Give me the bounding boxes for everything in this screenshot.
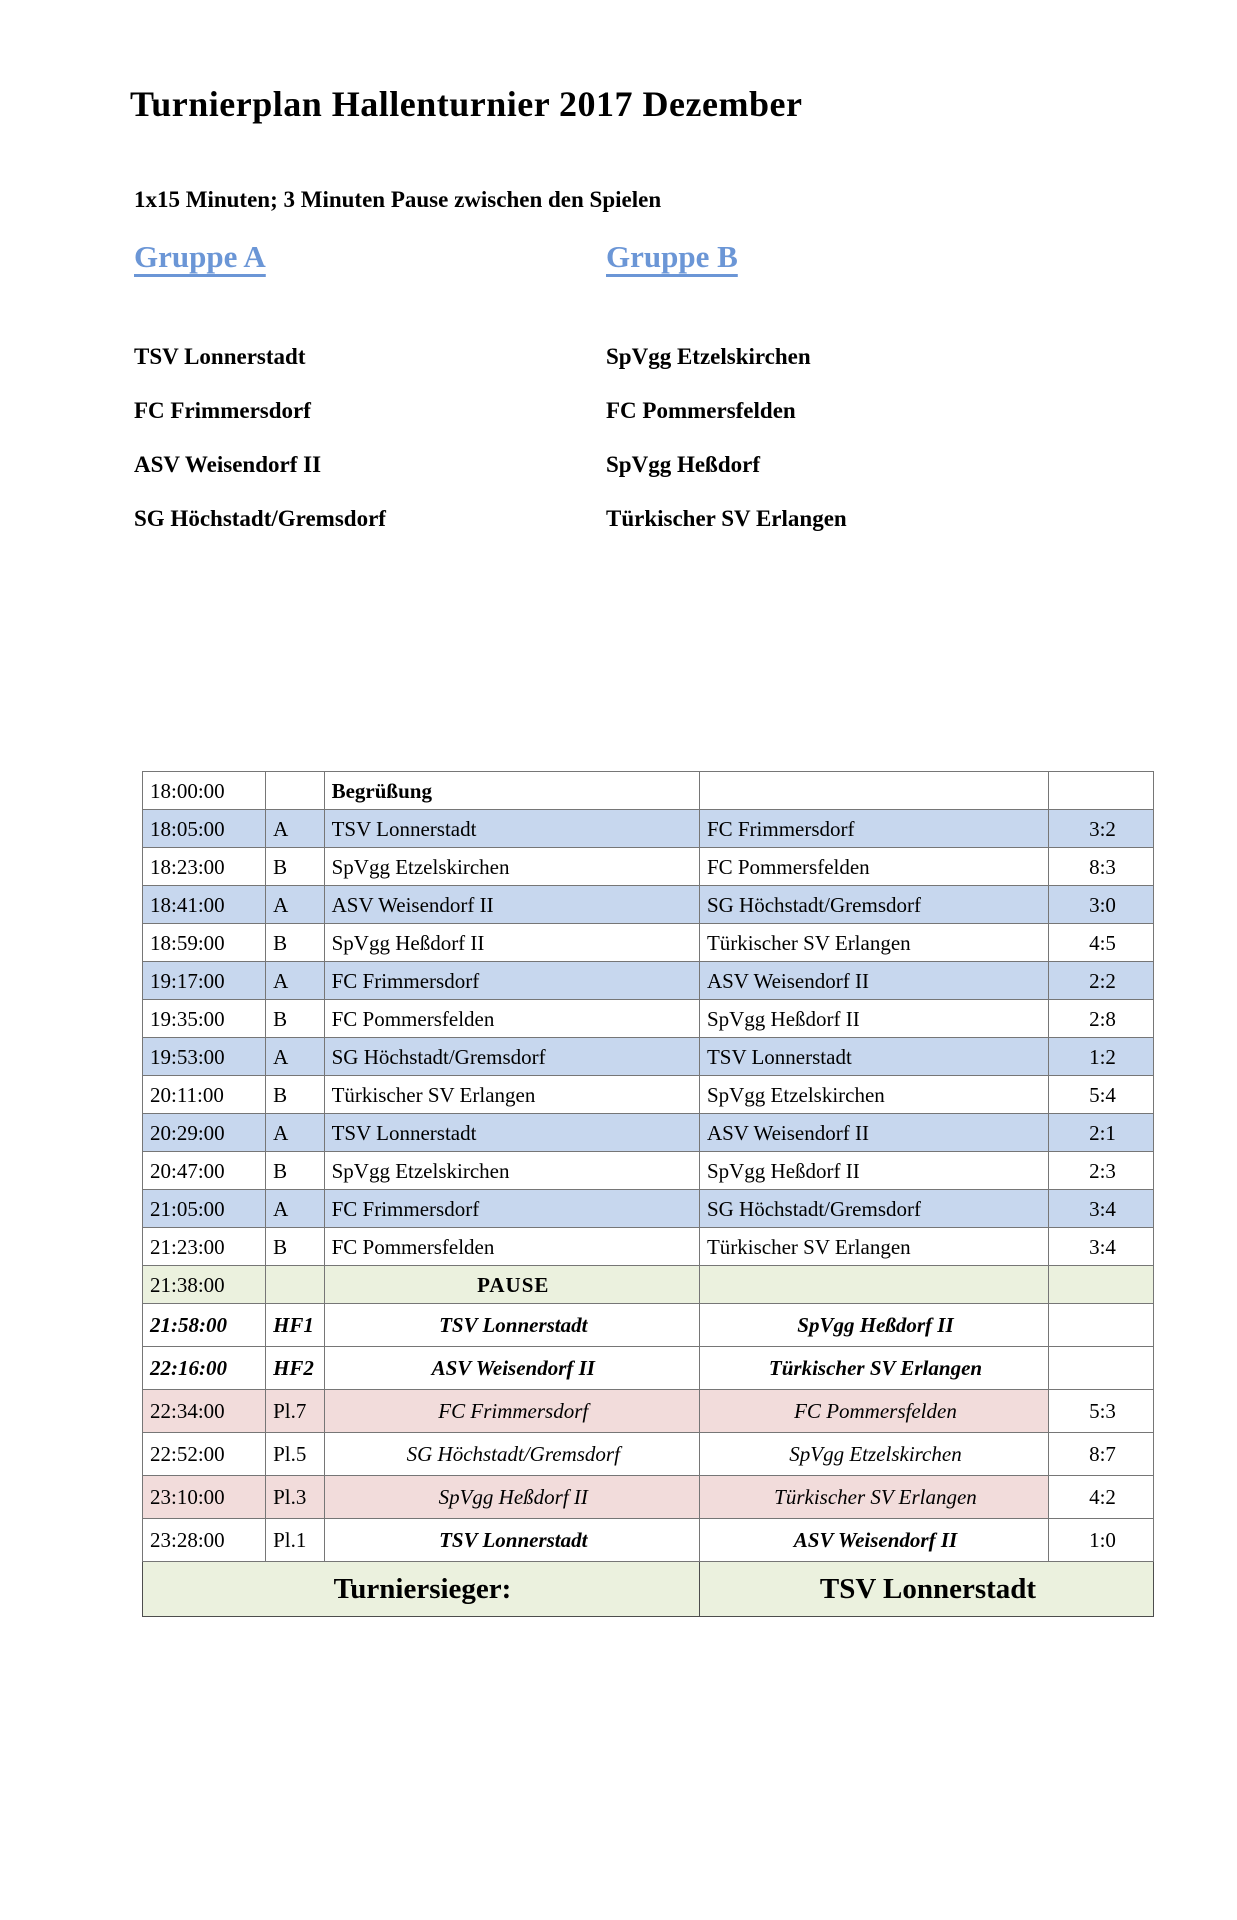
schedule-row bbox=[143, 1390, 1154, 1433]
match-away-cell: Türkischer SV Erlangen bbox=[699, 1476, 1048, 1519]
team-list-item: FC Pommersfelden bbox=[606, 398, 796, 423]
match-home-cell: SpVgg Heßdorf II bbox=[324, 924, 699, 962]
match-score-cell bbox=[1049, 772, 1154, 810]
match-score-cell: 2:3 bbox=[1049, 1152, 1154, 1190]
team-list-item: ASV Weisendorf II bbox=[134, 452, 322, 477]
match-time-cell: 18:23:00 bbox=[143, 848, 266, 886]
match-time-cell: 21:23:00 bbox=[143, 1228, 266, 1266]
match-score-cell bbox=[1049, 1304, 1154, 1347]
match-home-cell: PAUSE bbox=[324, 1266, 699, 1304]
schedule-row bbox=[143, 1304, 1154, 1347]
schedule-row bbox=[143, 1000, 1154, 1038]
match-score-cell: 8:7 bbox=[1049, 1433, 1154, 1476]
match-score-cell: 3:4 bbox=[1049, 1228, 1154, 1266]
match-time-cell: 19:35:00 bbox=[143, 1000, 266, 1038]
match-group-cell: B bbox=[266, 1076, 325, 1114]
match-group-cell: B bbox=[266, 924, 325, 962]
match-score-cell bbox=[1049, 1266, 1154, 1304]
schedule-row bbox=[143, 1347, 1154, 1390]
group-a-team-list bbox=[134, 345, 606, 530]
match-away-cell bbox=[699, 1266, 1048, 1304]
winner-label-cell: Turniersieger: bbox=[143, 1562, 700, 1617]
match-score-cell: 4:5 bbox=[1049, 924, 1154, 962]
match-away-cell: Türkischer SV Erlangen bbox=[699, 1228, 1048, 1266]
schedule-row bbox=[143, 772, 1154, 810]
schedule-row bbox=[143, 810, 1154, 848]
match-time-cell: 19:53:00 bbox=[143, 1038, 266, 1076]
match-group-cell: A bbox=[266, 962, 325, 1000]
match-home-cell: FC Frimmersdorf bbox=[324, 962, 699, 1000]
match-away-cell: TSV Lonnerstadt bbox=[699, 1038, 1048, 1076]
team-list-item: FC Frimmersdorf bbox=[134, 398, 311, 423]
match-group-cell: A bbox=[266, 810, 325, 848]
schedule-row bbox=[143, 886, 1154, 924]
match-group-cell: A bbox=[266, 1190, 325, 1228]
match-score-cell: 2:2 bbox=[1049, 962, 1154, 1000]
match-home-cell: FC Frimmersdorf bbox=[324, 1190, 699, 1228]
match-away-cell: FC Pommersfelden bbox=[699, 1390, 1048, 1433]
team-list-item: TSV Lonnerstadt bbox=[134, 344, 306, 369]
match-time-cell: 21:38:00 bbox=[143, 1266, 266, 1304]
match-time-cell: 21:05:00 bbox=[143, 1190, 266, 1228]
match-home-cell: FC Pommersfelden bbox=[324, 1228, 699, 1266]
winner-team-cell: TSV Lonnerstadt bbox=[699, 1562, 1153, 1617]
match-home-cell: TSV Lonnerstadt bbox=[324, 1519, 699, 1562]
group-a-column bbox=[134, 239, 606, 561]
schedule-row bbox=[143, 1476, 1154, 1519]
group-b-column bbox=[606, 239, 1078, 561]
match-score-cell: 8:3 bbox=[1049, 848, 1154, 886]
match-score-cell: 5:3 bbox=[1049, 1390, 1154, 1433]
match-home-cell: TSV Lonnerstadt bbox=[324, 1304, 699, 1347]
match-group-cell: Pl.1 bbox=[266, 1519, 325, 1562]
schedule-row bbox=[143, 1228, 1154, 1266]
team-list-item: SpVgg Heßdorf bbox=[606, 452, 760, 477]
match-score-cell: 2:8 bbox=[1049, 1000, 1154, 1038]
match-time-cell: 23:10:00 bbox=[143, 1476, 266, 1519]
team-list-item: Türkischer SV Erlangen bbox=[606, 506, 847, 531]
match-home-cell: ASV Weisendorf II bbox=[324, 1347, 699, 1390]
match-home-cell: TSV Lonnerstadt bbox=[324, 810, 699, 848]
match-away-cell: Türkischer SV Erlangen bbox=[699, 924, 1048, 962]
schedule-row bbox=[143, 1114, 1154, 1152]
match-home-cell: FC Frimmersdorf bbox=[324, 1390, 699, 1433]
schedule-row bbox=[143, 848, 1154, 886]
match-home-cell: SpVgg Etzelskirchen bbox=[324, 848, 699, 886]
match-away-cell: ASV Weisendorf II bbox=[699, 1114, 1048, 1152]
match-away-cell: Türkischer SV Erlangen bbox=[699, 1347, 1048, 1390]
match-home-cell: TSV Lonnerstadt bbox=[324, 1114, 699, 1152]
match-group-cell: A bbox=[266, 1038, 325, 1076]
match-away-cell: SpVgg Heßdorf II bbox=[699, 1000, 1048, 1038]
schedule-row bbox=[143, 1038, 1154, 1076]
match-group-cell bbox=[266, 772, 325, 810]
match-home-cell: Türkischer SV Erlangen bbox=[324, 1076, 699, 1114]
match-time-cell: 20:29:00 bbox=[143, 1114, 266, 1152]
match-home-cell: SpVgg Heßdorf II bbox=[324, 1476, 699, 1519]
match-time-cell: 18:05:00 bbox=[143, 810, 266, 848]
match-away-cell: FC Pommersfelden bbox=[699, 848, 1048, 886]
page-title: Turnierplan Hallenturnier 2017 Dezember bbox=[130, 84, 803, 124]
match-time-cell: 20:47:00 bbox=[143, 1152, 266, 1190]
match-away-cell: ASV Weisendorf II bbox=[699, 962, 1048, 1000]
match-score-cell: 1:0 bbox=[1049, 1519, 1154, 1562]
match-group-cell: Pl.5 bbox=[266, 1433, 325, 1476]
match-time-cell: 19:17:00 bbox=[143, 962, 266, 1000]
match-group-cell: B bbox=[266, 1000, 325, 1038]
match-away-cell: FC Frimmersdorf bbox=[699, 810, 1048, 848]
match-group-cell: A bbox=[266, 886, 325, 924]
match-score-cell bbox=[1049, 1347, 1154, 1390]
match-away-cell: SpVgg Etzelskirchen bbox=[699, 1433, 1048, 1476]
schedule-row bbox=[143, 1152, 1154, 1190]
match-away-cell bbox=[699, 772, 1048, 810]
match-group-cell: B bbox=[266, 1152, 325, 1190]
match-group-cell: HF2 bbox=[266, 1347, 325, 1390]
match-group-cell: HF1 bbox=[266, 1304, 325, 1347]
match-home-cell: SG Höchstadt/Gremsdorf bbox=[324, 1038, 699, 1076]
match-group-cell: B bbox=[266, 1228, 325, 1266]
match-home-cell: SpVgg Etzelskirchen bbox=[324, 1152, 699, 1190]
match-away-cell: SG Höchstadt/Gremsdorf bbox=[699, 886, 1048, 924]
match-score-cell: 5:4 bbox=[1049, 1076, 1154, 1114]
schedule-row bbox=[143, 1519, 1154, 1562]
match-away-cell: SpVgg Heßdorf II bbox=[699, 1304, 1048, 1347]
match-time-cell: 18:00:00 bbox=[143, 772, 266, 810]
match-time-cell: 21:58:00 bbox=[143, 1304, 266, 1347]
match-home-cell: Begrüßung bbox=[324, 772, 699, 810]
match-score-cell: 3:4 bbox=[1049, 1190, 1154, 1228]
match-time-cell: 22:34:00 bbox=[143, 1390, 266, 1433]
match-home-cell: SG Höchstadt/Gremsdorf bbox=[324, 1433, 699, 1476]
group-a-header: Gruppe A bbox=[134, 239, 266, 274]
match-score-cell: 4:2 bbox=[1049, 1476, 1154, 1519]
match-time-cell: 22:16:00 bbox=[143, 1347, 266, 1390]
match-time-cell: 20:11:00 bbox=[143, 1076, 266, 1114]
team-list-item: SpVgg Etzelskirchen bbox=[606, 344, 811, 369]
match-away-cell: SG Höchstadt/Gremsdorf bbox=[699, 1190, 1048, 1228]
schedule-row bbox=[143, 1076, 1154, 1114]
schedule-table bbox=[142, 771, 1154, 1617]
match-score-cell: 2:1 bbox=[1049, 1114, 1154, 1152]
match-group-cell bbox=[266, 1266, 325, 1304]
match-group-cell: A bbox=[266, 1114, 325, 1152]
team-list-item: SG Höchstadt/Gremsdorf bbox=[134, 506, 386, 531]
match-away-cell: ASV Weisendorf II bbox=[699, 1519, 1048, 1562]
match-time-cell: 23:28:00 bbox=[143, 1519, 266, 1562]
match-away-cell: SpVgg Heßdorf II bbox=[699, 1152, 1048, 1190]
match-score-cell: 1:2 bbox=[1049, 1038, 1154, 1076]
match-score-cell: 3:0 bbox=[1049, 886, 1154, 924]
match-home-cell: FC Pommersfelden bbox=[324, 1000, 699, 1038]
schedule-row bbox=[143, 1433, 1154, 1476]
match-group-cell: Pl.7 bbox=[266, 1390, 325, 1433]
schedule-row bbox=[143, 1190, 1154, 1228]
subtitle: 1x15 Minuten; 3 Minuten Pause zwischen den Spielen bbox=[134, 187, 662, 212]
schedule-row bbox=[143, 924, 1154, 962]
match-time-cell: 22:52:00 bbox=[143, 1433, 266, 1476]
match-time-cell: 18:59:00 bbox=[143, 924, 266, 962]
groups-section bbox=[134, 239, 1177, 561]
match-home-cell: ASV Weisendorf II bbox=[324, 886, 699, 924]
schedule-row bbox=[143, 962, 1154, 1000]
schedule-row bbox=[143, 1266, 1154, 1304]
group-b-team-list bbox=[606, 345, 1078, 530]
winner-row bbox=[143, 1562, 1154, 1617]
match-time-cell: 18:41:00 bbox=[143, 886, 266, 924]
match-score-cell: 3:2 bbox=[1049, 810, 1154, 848]
group-b-header: Gruppe B bbox=[606, 239, 738, 274]
match-group-cell: Pl.3 bbox=[266, 1476, 325, 1519]
match-away-cell: SpVgg Etzelskirchen bbox=[699, 1076, 1048, 1114]
match-group-cell: B bbox=[266, 848, 325, 886]
